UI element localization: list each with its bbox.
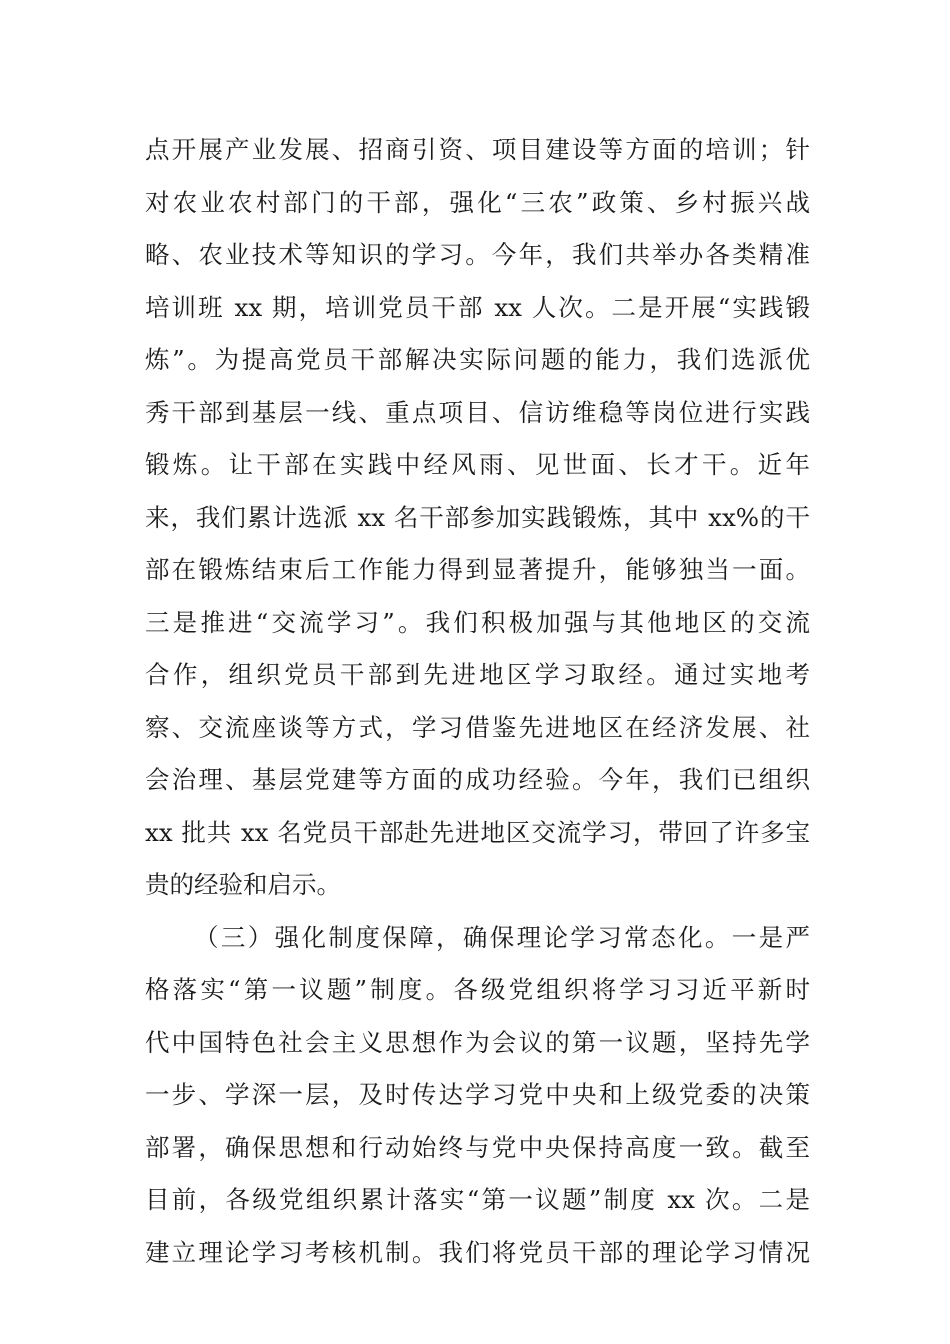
text-line: xx 批共 xx 名党员干部赴先进地区交流学习，带回了许多宝	[145, 817, 810, 847]
text-line: 格落实“第一议题”制度。各级党组织将学习习近平新时	[145, 975, 810, 1004]
text-line: 对农业农村部门的干部，强化“三农”政策、乡村振兴战	[145, 187, 810, 217]
text-line: 察、交流座谈等方式，学习借鉴先进地区在经济发展、社	[145, 712, 810, 742]
document-body	[145, 124, 810, 1279]
text-line: 部署，确保思想和行动始终与党中央保持高度一致。截至	[145, 1132, 810, 1162]
text-line: 代中国特色社会主义思想作为会议的第一议题，坚持先学	[145, 1027, 810, 1057]
text-line: 一步、学深一层，及时传达学习党中央和上级党委的决策	[145, 1080, 810, 1109]
text-line: 建立理论学习考核机制。我们将党员干部的理论学习情况	[145, 1237, 810, 1267]
text-line: 略、农业技术等知识的学习。今年，我们共举办各类精准	[145, 240, 810, 269]
text-line: 培训班 xx 期，培训党员干部 xx 人次。二是开展“实践锻	[145, 292, 810, 322]
section-heading-line: （三）强化制度保障，确保理论学习常态化。一是严	[194, 922, 810, 952]
text-line: 三是推进“交流学习”。我们积极加强与其他地区的交流	[145, 607, 810, 637]
text-line: 部在锻炼结束后工作能力得到显著提升，能够独当一面。	[145, 555, 810, 584]
text-line: 点开展产业发展、招商引资、项目建设等方面的培训；针	[145, 135, 810, 164]
text-line: 炼”。为提高党员干部解决实际问题的能力，我们选派优	[145, 345, 810, 374]
text-line: 合作，组织党员干部到先进地区学习取经。通过实地考	[145, 660, 810, 689]
text-line: 目前，各级党组织累计落实“第一议题”制度 xx 次。二是	[145, 1185, 810, 1214]
text-line: 会治理、基层党建等方面的成功经验。今年，我们已组织	[145, 765, 810, 794]
text-line: 来，我们累计选派 xx 名干部参加实践锻炼，其中 xx%的干	[145, 502, 810, 532]
text-line: 贵的经验和启示。	[145, 870, 341, 899]
text-line: 秀干部到基层一线、重点项目、信访维稳等岗位进行实践	[145, 397, 810, 427]
text-line: 锻炼。让干部在实践中经风雨、见世面、长才干。近年	[145, 450, 810, 479]
